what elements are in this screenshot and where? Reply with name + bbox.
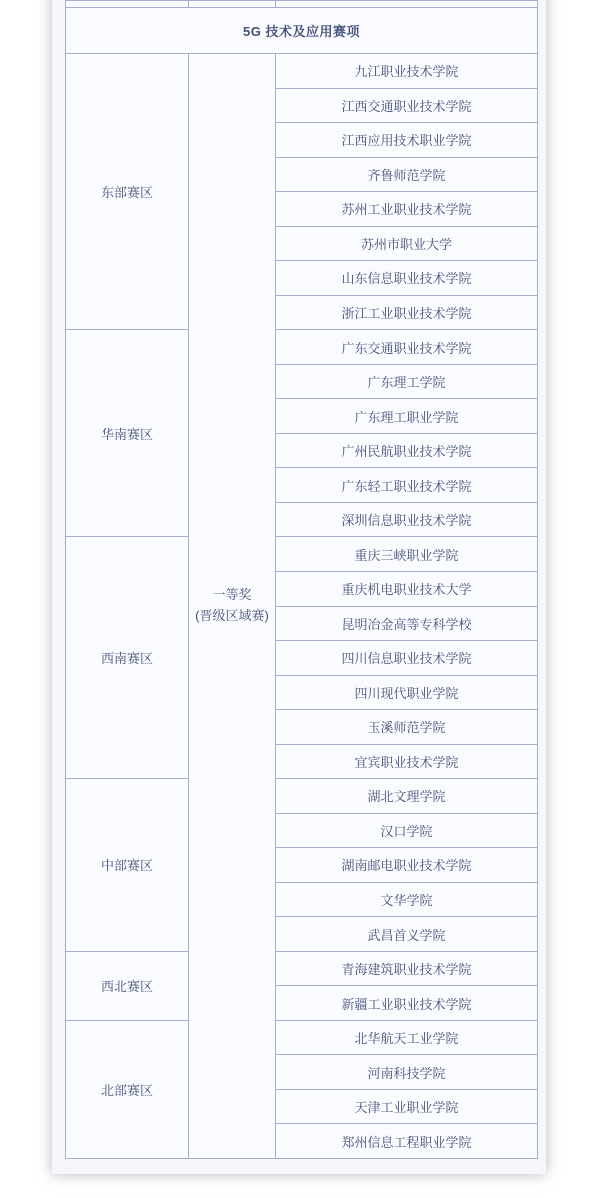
- school-cell: 广东理工学院: [276, 364, 538, 399]
- school-cell: 湖北文理学院: [276, 779, 538, 814]
- region-cell-central: 中部赛区: [66, 779, 189, 952]
- school-cell: 苏州工业职业技术学院: [276, 192, 538, 227]
- school-cell: 重庆机电职业技术大学: [276, 571, 538, 606]
- table-row: [66, 537, 538, 572]
- school-cell: 山东信息职业技术学院: [276, 261, 538, 296]
- school-cell: 湖南邮电职业技术学院: [276, 848, 538, 883]
- award-table: [65, 0, 538, 1159]
- school-cell: 玉溪师范学院: [276, 710, 538, 745]
- school-cell: 宜宾职业技术学院: [276, 744, 538, 779]
- school-cell: 天津工业职业学院: [276, 1089, 538, 1124]
- award-level-label: 一等奖: [212, 587, 252, 603]
- region-cell-northwest: 西北赛区: [66, 951, 189, 1020]
- school-cell: 九江职业技术学院: [276, 54, 538, 89]
- school-cell: 广东理工职业学院: [276, 399, 538, 434]
- stub-cell: [189, 1, 276, 8]
- table-container: [65, 0, 538, 1159]
- school-cell: 广州民航职业技术学院: [276, 433, 538, 468]
- school-cell: 重庆三峡职业学院: [276, 537, 538, 572]
- school-cell: 武昌首义学院: [276, 917, 538, 952]
- school-cell: 广东交通职业技术学院: [276, 330, 538, 365]
- school-cell: 青海建筑职业技术学院: [276, 951, 538, 986]
- region-cell-southwest: 西南赛区: [66, 537, 189, 779]
- region-cell-south-china: 华南赛区: [66, 330, 189, 537]
- school-cell: 广东轻工职业技术学院: [276, 468, 538, 503]
- table-row: [66, 779, 538, 814]
- section-title: 5G 技术及应用赛项: [66, 8, 538, 54]
- school-cell: 深圳信息职业技术学院: [276, 502, 538, 537]
- school-cell: 北华航天工业学院: [276, 1020, 538, 1055]
- school-cell: 新疆工业职业技术学院: [276, 986, 538, 1021]
- school-cell: 江西交通职业技术学院: [276, 88, 538, 123]
- document-page: [52, 0, 546, 1174]
- stub-cell: [276, 1, 538, 8]
- previous-table-partial-row: [66, 1, 538, 8]
- region-cell-east: 东部赛区: [66, 54, 189, 330]
- school-cell: 四川现代职业学院: [276, 675, 538, 710]
- school-cell: 江西应用技术职业学院: [276, 123, 538, 158]
- region-cell-north: 北部赛区: [66, 1020, 189, 1158]
- school-cell: 四川信息职业技术学院: [276, 641, 538, 676]
- stub-cell: [66, 1, 189, 8]
- school-cell: 苏州市职业大学: [276, 226, 538, 261]
- table-row: [66, 330, 538, 365]
- school-cell: 郑州信息工程职业学院: [276, 1124, 538, 1159]
- school-cell: 浙江工业职业技术学院: [276, 295, 538, 330]
- award-level-cell: [189, 54, 276, 1159]
- table-row: [66, 54, 538, 89]
- table-row: [66, 1020, 538, 1055]
- award-level-note: (晋级区域赛): [195, 608, 269, 623]
- section-header-row: [66, 8, 538, 54]
- school-cell: 河南科技学院: [276, 1055, 538, 1090]
- school-cell: 昆明冶金高等专科学校: [276, 606, 538, 641]
- school-cell: 汉口学院: [276, 813, 538, 848]
- school-cell: 文华学院: [276, 882, 538, 917]
- school-cell: 齐鲁师范学院: [276, 157, 538, 192]
- table-row: [66, 951, 538, 986]
